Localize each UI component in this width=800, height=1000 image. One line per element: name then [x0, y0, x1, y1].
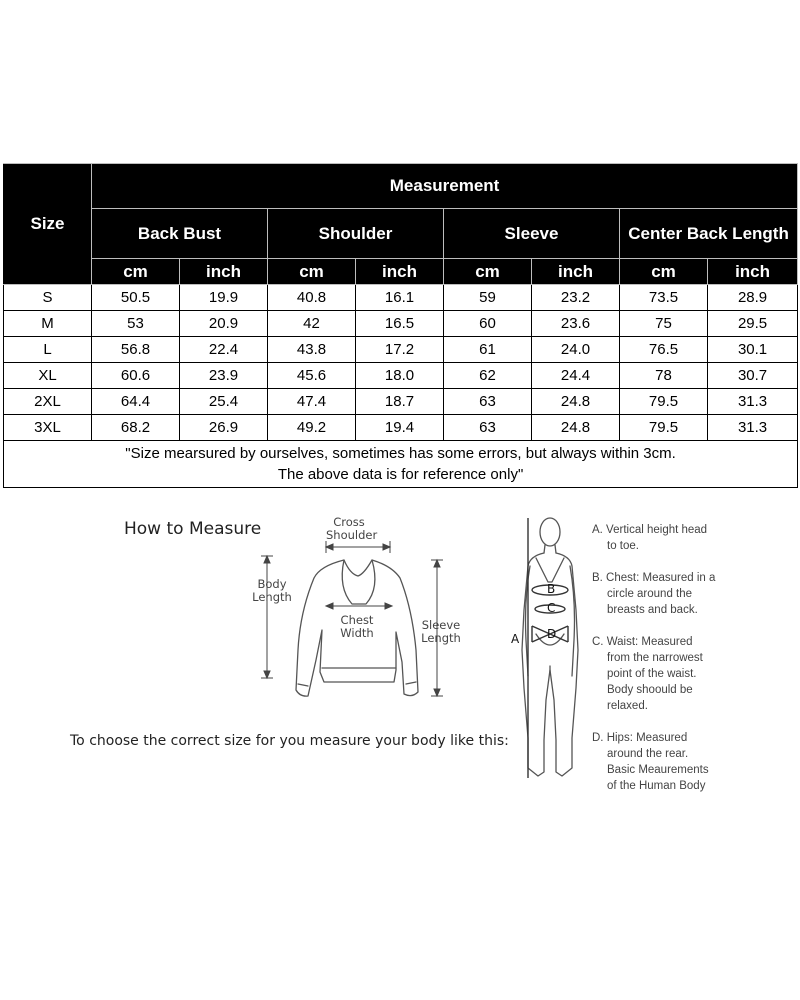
value-cell: 26.9	[180, 415, 268, 441]
value-cell: 25.4	[180, 389, 268, 415]
note-line: point of the waist.	[607, 668, 697, 680]
unit-header: cm	[92, 259, 180, 285]
value-cell: 18.7	[356, 389, 444, 415]
group-header-center-back-length: Center Back Length	[620, 209, 798, 259]
chest-width-label-line: Width	[340, 626, 374, 640]
value-cell: 24.4	[532, 363, 620, 389]
note-line: A. Vertical height head	[592, 524, 708, 536]
group-header-shoulder: Shoulder	[268, 209, 444, 259]
note-line: from the narrowest	[607, 652, 703, 664]
value-cell: 24.8	[532, 415, 620, 441]
size-cell: S	[4, 285, 92, 311]
note-line: D. Hips: Measured	[592, 732, 688, 744]
value-cell: 16.1	[356, 285, 444, 311]
table-note-line-2: The above data is for reference only"	[277, 466, 524, 483]
instruction-text: To choose the correct size for you measure your body like this:	[70, 733, 509, 749]
unit-header: inch	[356, 259, 444, 285]
note-line: of the Human Body	[607, 780, 706, 792]
value-cell: 18.0	[356, 363, 444, 389]
size-cell: XL	[4, 363, 92, 389]
value-cell: 30.7	[708, 363, 798, 389]
unit-header: cm	[620, 259, 708, 285]
body-letter-d: D	[547, 627, 557, 641]
value-cell: 23.2	[532, 285, 620, 311]
value-cell: 60	[444, 311, 532, 337]
size-cell: 3XL	[4, 415, 92, 441]
value-cell: 23.9	[180, 363, 268, 389]
size-cell: L	[4, 337, 92, 363]
sweater-outline	[296, 560, 418, 696]
table-note-line-1: "Size mearsured by ourselves, sometimes has some errors, but always within 3cm.	[125, 445, 676, 462]
note-line: relaxed.	[607, 700, 648, 712]
value-cell: 47.4	[268, 389, 356, 415]
value-cell: 42	[268, 311, 356, 337]
group-header-sleeve: Sleeve	[444, 209, 620, 259]
value-cell: 31.3	[708, 389, 798, 415]
body-figure	[522, 518, 578, 776]
note-line: to toe.	[607, 540, 639, 552]
value-cell: 29.5	[708, 311, 798, 337]
body-note-d	[592, 730, 709, 794]
group-header-back-bust: Back Bust	[92, 209, 268, 259]
value-cell: 45.6	[268, 363, 356, 389]
value-cell: 62	[444, 363, 532, 389]
body-letter-c: C	[547, 601, 556, 615]
value-cell: 79.5	[620, 389, 708, 415]
value-cell: 19.9	[180, 285, 268, 311]
note-line: Basic Meaurements	[607, 764, 709, 776]
unit-header: inch	[708, 259, 798, 285]
value-cell: 22.4	[180, 337, 268, 363]
value-cell: 75	[620, 311, 708, 337]
body-letter-b: B	[547, 582, 556, 596]
body-note-a	[592, 522, 707, 554]
unit-header: cm	[268, 259, 356, 285]
body-letter-a: A	[511, 632, 520, 646]
value-cell: 40.8	[268, 285, 356, 311]
measurement-header: Measurement	[92, 164, 798, 209]
unit-header: inch	[180, 259, 268, 285]
value-cell: 56.8	[92, 337, 180, 363]
note-line: Body shoould be	[607, 684, 693, 696]
body-length-label-line: Length	[252, 590, 292, 604]
unit-header: cm	[444, 259, 532, 285]
value-cell: 28.9	[708, 285, 798, 311]
value-cell: 61	[444, 337, 532, 363]
value-cell: 59	[444, 285, 532, 311]
value-cell: 20.9	[180, 311, 268, 337]
value-cell: 31.3	[708, 415, 798, 441]
note-line: circle around the	[607, 588, 693, 600]
value-cell: 50.5	[92, 285, 180, 311]
value-cell: 63	[444, 415, 532, 441]
note-line: C. Waist: Measured	[592, 636, 693, 648]
value-cell: 64.4	[92, 389, 180, 415]
body-length-label-line: Body	[257, 577, 287, 591]
value-cell: 30.1	[708, 337, 798, 363]
value-cell: 79.5	[620, 415, 708, 441]
sleeve-length-label-line: Sleeve	[421, 618, 461, 632]
size-column-header: Size	[4, 164, 92, 285]
value-cell: 63	[444, 389, 532, 415]
value-cell: 68.2	[92, 415, 180, 441]
value-cell: 76.5	[620, 337, 708, 363]
note-line: around the rear.	[607, 748, 689, 760]
value-cell: 53	[92, 311, 180, 337]
value-cell: 19.4	[356, 415, 444, 441]
value-cell: 49.2	[268, 415, 356, 441]
unit-header: inch	[532, 259, 620, 285]
value-cell: 43.8	[268, 337, 356, 363]
note-line: B. Chest: Measured in a	[592, 572, 716, 584]
size-cell: 2XL	[4, 389, 92, 415]
sleeve-length-label-line: Length	[421, 631, 461, 645]
value-cell: 16.5	[356, 311, 444, 337]
cross-shoulder-label-line: Cross	[333, 515, 365, 529]
body-note-c	[592, 634, 703, 714]
value-cell: 78	[620, 363, 708, 389]
cross-shoulder-label-line: Shoulder	[326, 528, 378, 542]
how-to-measure-title: How to Measure	[124, 519, 262, 539]
value-cell: 23.6	[532, 311, 620, 337]
value-cell: 24.0	[532, 337, 620, 363]
value-cell: 73.5	[620, 285, 708, 311]
value-cell: 17.2	[356, 337, 444, 363]
chest-width-label-line: Chest	[340, 613, 374, 627]
note-line: breasts and back.	[607, 604, 698, 616]
value-cell: 60.6	[92, 363, 180, 389]
size-cell: M	[4, 311, 92, 337]
value-cell: 24.8	[532, 389, 620, 415]
body-note-b	[592, 570, 715, 618]
